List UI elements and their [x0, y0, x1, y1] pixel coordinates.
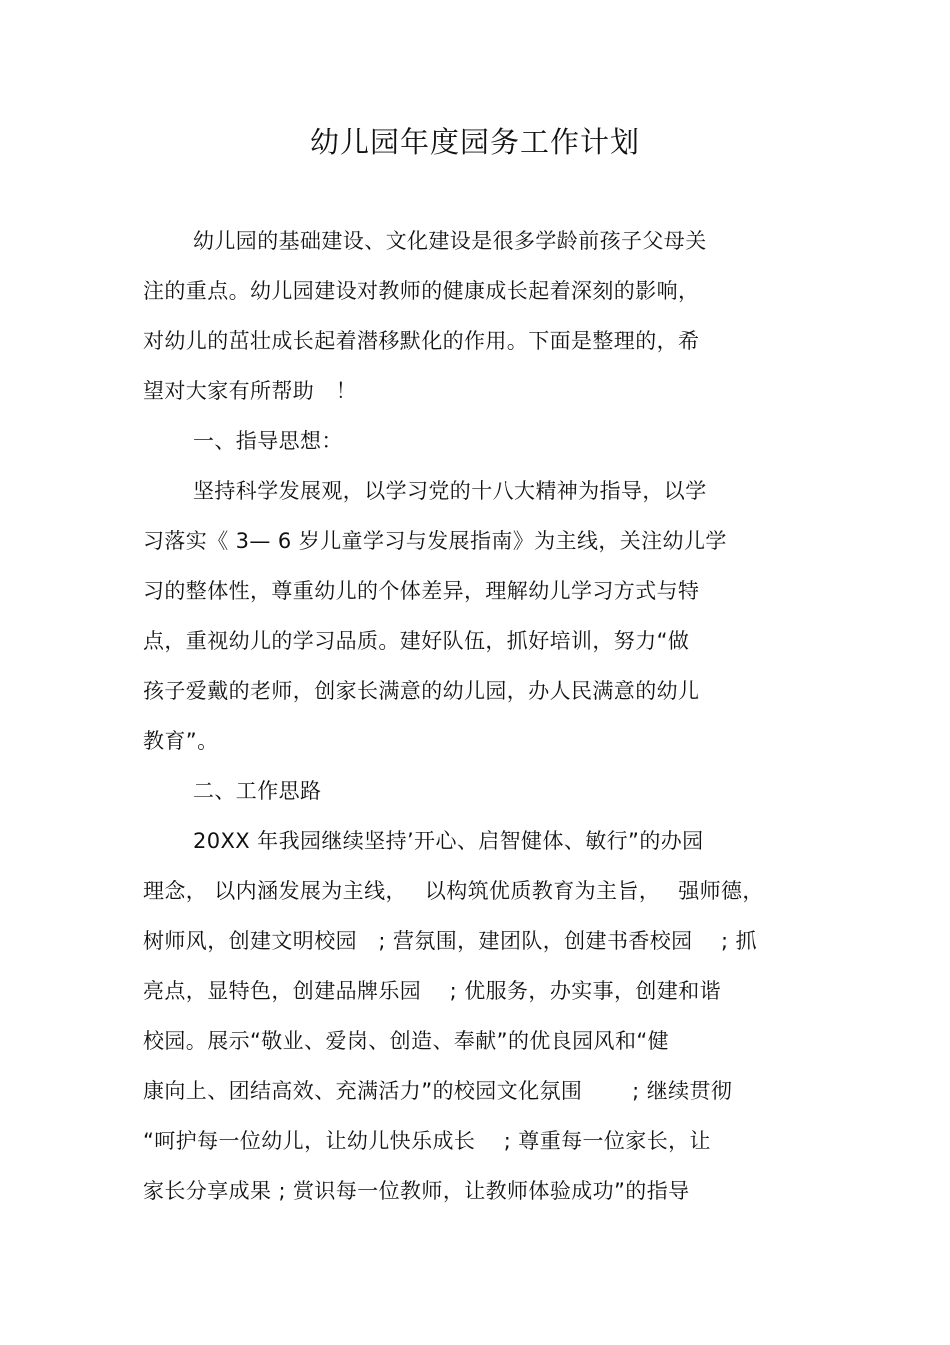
paragraph-line: 康向上、团结高效、充满活力”的校园文化氛围 ; 继续贯彻 [143, 1079, 733, 1103]
paragraph-line: 家长分享成果 ; 赏识每一位教师，让教师体验成功”的指导 [143, 1179, 690, 1203]
paragraph-line: 习的整体性，尊重幼儿的个体差异，理解幼儿学习方式与特 [143, 579, 700, 603]
paragraph-line: 校园。展示“敬业、爱岗、创造、奉献”的优良园风和“健 [143, 1029, 670, 1053]
paragraph-line: 点，重视幼儿的学习品质。建好队伍，抓好培训，努力“做 [143, 629, 690, 653]
paragraph-line: 注的重点。幼儿园建设对教师的健康成长起着深刻的影响， [143, 279, 700, 303]
paragraph-line: 亮点，显特色，创建品牌乐园 ; 优服务，办实事，创建和谐 [143, 979, 722, 1003]
paragraph-line: 理念， 以内涵发展为主线， 以构筑优质教育为主旨， 强师德， [143, 879, 764, 903]
paragraph-line: 坚持科学发展观，以学习党的十八大精神为指导，以学 [193, 479, 707, 503]
paragraph-line: 20XX 年我园继续坚持’开心、启智健体、敏行”的办园 [193, 829, 704, 853]
paragraph-line: 教育”。 [143, 729, 219, 753]
paragraph-line: 幼儿园的基础建设、文化建设是很多学龄前孩子父母关 [193, 229, 707, 253]
paragraph-line: “呵护每一位幼儿，让幼儿快乐成长 ; 尊重每一位家长，让 [143, 1129, 711, 1153]
paragraph-line: 对幼儿的茁壮成长起着潜移默化的作用。下面是整理的，希 [143, 329, 700, 353]
section-heading-guiding-ideology: 一、指导思想： [193, 429, 343, 453]
section-heading-work-approach: 二、工作思路 [193, 779, 322, 803]
document-title: 幼儿园年度园务工作计划 [309, 125, 640, 159]
paragraph-line: 望对大家有所帮助 ！ [143, 379, 357, 403]
paragraph-line: 树师风，创建文明校园 ; 营氛围，建团队，创建书香校园 ; 抓 [143, 929, 757, 953]
paragraph-line: 孩子爱戴的老师，创家长满意的幼儿园，办人民满意的幼儿 [143, 679, 700, 703]
paragraph-line: 习落实《 3— 6 岁儿童学习与发展指南》为主线，关注幼儿学 [143, 529, 727, 553]
